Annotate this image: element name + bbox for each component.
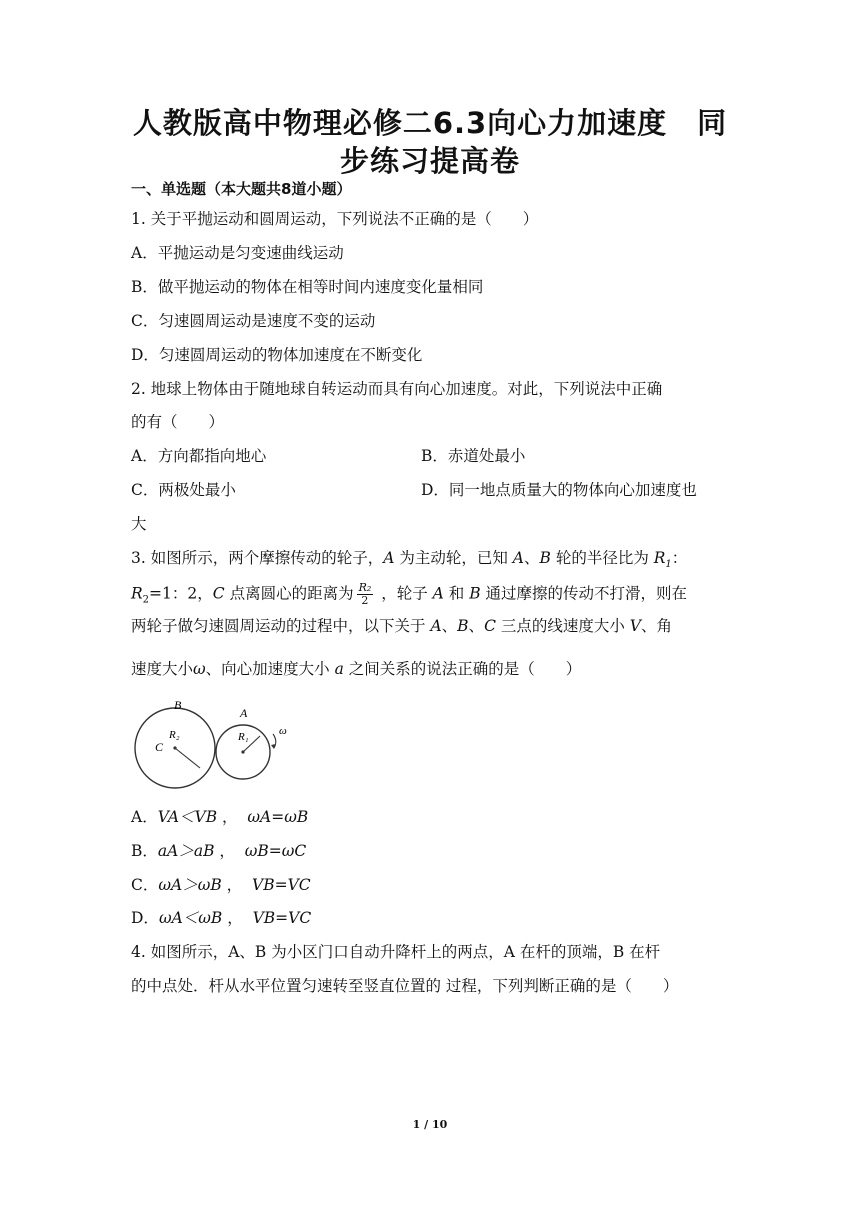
- option-expression: VB=VC: [252, 909, 312, 927]
- q2-stem-line-1: 2. 地球上物体由于随地球自转运动而具有向心加速度。对此，下列说法中正确: [131, 380, 663, 398]
- q3-var: A: [430, 617, 442, 635]
- q3-var: C: [212, 584, 225, 603]
- figure-label-c: C: [155, 740, 164, 754]
- q3-text: =1：2，: [149, 584, 213, 603]
- q3-subscript: 1: [665, 559, 672, 571]
- center-a-dot: [241, 750, 244, 753]
- option-expression: VB=VC: [252, 876, 311, 894]
- radius-r2-line: [175, 748, 200, 768]
- q3-text: 通过摩擦的传动不打滑，则在: [480, 584, 688, 603]
- q3-var: a: [334, 660, 344, 678]
- q3-stem-line-3: [131, 616, 672, 636]
- option-expression: ωA=ωB: [247, 808, 309, 826]
- q3-var: B: [539, 549, 551, 567]
- q3-text: 轮的半径比为: [550, 549, 654, 567]
- q3-option-b: [131, 841, 306, 861]
- option-letter: B．: [131, 842, 158, 860]
- option-expression: ωB=ωC: [244, 842, 307, 860]
- option-letter: A．: [131, 808, 158, 826]
- q3-var: A: [512, 549, 524, 567]
- fraction-numerator: R₂: [358, 581, 372, 594]
- figure-label-omega: ω: [279, 725, 287, 737]
- figure-label-a: A: [240, 706, 248, 720]
- option-separator: ，: [222, 909, 253, 927]
- title-line-1: 人教版高中物理必修二6.3向心力加速度 同: [132, 106, 728, 140]
- q3-text: 、: [523, 549, 540, 567]
- q3-var: R: [653, 549, 666, 567]
- option-expression: VA＜VB: [157, 808, 218, 826]
- q3-var: ω: [193, 660, 206, 678]
- q3-text: 速度大小: [131, 660, 194, 678]
- q3-text: 和: [443, 584, 470, 603]
- q3-var: B: [469, 584, 481, 603]
- q3-var: B: [457, 617, 469, 635]
- option-separator: ，: [217, 808, 248, 826]
- q3-text: 、: [441, 617, 458, 635]
- q3-option-c: [131, 875, 311, 895]
- q3-stem-line-2: [131, 582, 687, 611]
- q3-stem-line-1: [131, 548, 687, 575]
- q4-stem-line-2: 的中点处．杆从水平位置匀速转至竖直位置的 过程，下列判断正确的是（ ）: [131, 977, 679, 995]
- q2-option-c: C．两极处最小: [131, 481, 236, 499]
- document-title: [100, 104, 760, 180]
- center-b-dot: [173, 746, 176, 749]
- figure-label-b: B: [174, 698, 182, 712]
- q3-text: 之间关系的说法正确的是（ ）: [343, 660, 582, 678]
- q3-text: 、: [468, 617, 485, 635]
- option-letter: C．: [131, 876, 159, 894]
- q3-var: V: [629, 617, 641, 635]
- q3-text: 三点的线速度大小: [495, 617, 630, 635]
- q3-text: 、向心加速度大小: [205, 660, 335, 678]
- q4-stem-line-1: 4. 如图所示，A、B 为小区门口自动升降杆上的两点，A 在杆的顶端，B 在杆: [131, 943, 661, 961]
- q3-var: C: [484, 617, 496, 635]
- option-expression: aA＞aB: [157, 842, 215, 860]
- figure-label-r2: R₂: [169, 729, 180, 741]
- q3-var: A: [432, 584, 444, 603]
- q1-option-c: C．匀速圆周运动是速度不变的运动: [131, 312, 376, 330]
- figure-label-r1: R₁: [238, 731, 249, 743]
- fraction-denominator: 2: [361, 594, 369, 607]
- q3-option-d: [131, 908, 311, 928]
- q3-var: R: [131, 584, 143, 603]
- q2-option-d-line-2: 大: [131, 515, 147, 533]
- q3-text: 、角: [641, 617, 673, 635]
- title-line-2: 步练习提高卷: [339, 144, 520, 178]
- option-letter: D．: [131, 909, 159, 927]
- option-expression: ωA＞ωB: [158, 876, 222, 894]
- q3-text: 为主动轮，已知: [394, 549, 513, 567]
- two-wheels-figure: [132, 696, 302, 796]
- q1-option-d: D．匀速圆周运动的物体加速度在不断变化: [131, 346, 423, 364]
- page-number: 1 / 10: [412, 1118, 448, 1131]
- q3-text: 点离圆心的距离为: [224, 584, 354, 603]
- q3-var: A: [383, 549, 395, 567]
- q2-option-b: B．赤道处最小: [421, 447, 526, 465]
- q3-text: 3. 如图所示，两个摩擦传动的轮子，: [131, 549, 384, 567]
- q3-option-a: [131, 807, 308, 827]
- q1-option-b: B．做平抛运动的物体在相等时间内速度变化量相同: [131, 278, 484, 296]
- q1-stem: 1. 关于平抛运动和圆周运动，下列说法不正确的是（ ）: [131, 210, 539, 228]
- option-expression: ωA＜ωB: [158, 909, 223, 927]
- q1-option-a: A．平抛运动是匀变速曲线运动: [131, 244, 344, 262]
- q3-text: ，轮子: [376, 584, 433, 603]
- q2-option-d-line-1: D．同一地点质量大的物体向心加速度也: [421, 481, 697, 499]
- q3-stem-line-4: [131, 659, 581, 679]
- q2-stem-line-2: 的有（ ）: [131, 413, 225, 431]
- option-separator: ，: [221, 876, 253, 894]
- option-separator: ，: [214, 842, 245, 860]
- q3-subscript: 2: [142, 594, 150, 606]
- section-heading: 一、单选题（本大题共8道小题）: [131, 180, 352, 198]
- q3-text: 两轮子做匀速圆周运动的过程中，以下关于: [131, 617, 431, 635]
- q2-option-a: A．方向都指向地心: [131, 447, 267, 465]
- q3-text: ：: [671, 549, 688, 567]
- q3-fraction: [357, 582, 374, 607]
